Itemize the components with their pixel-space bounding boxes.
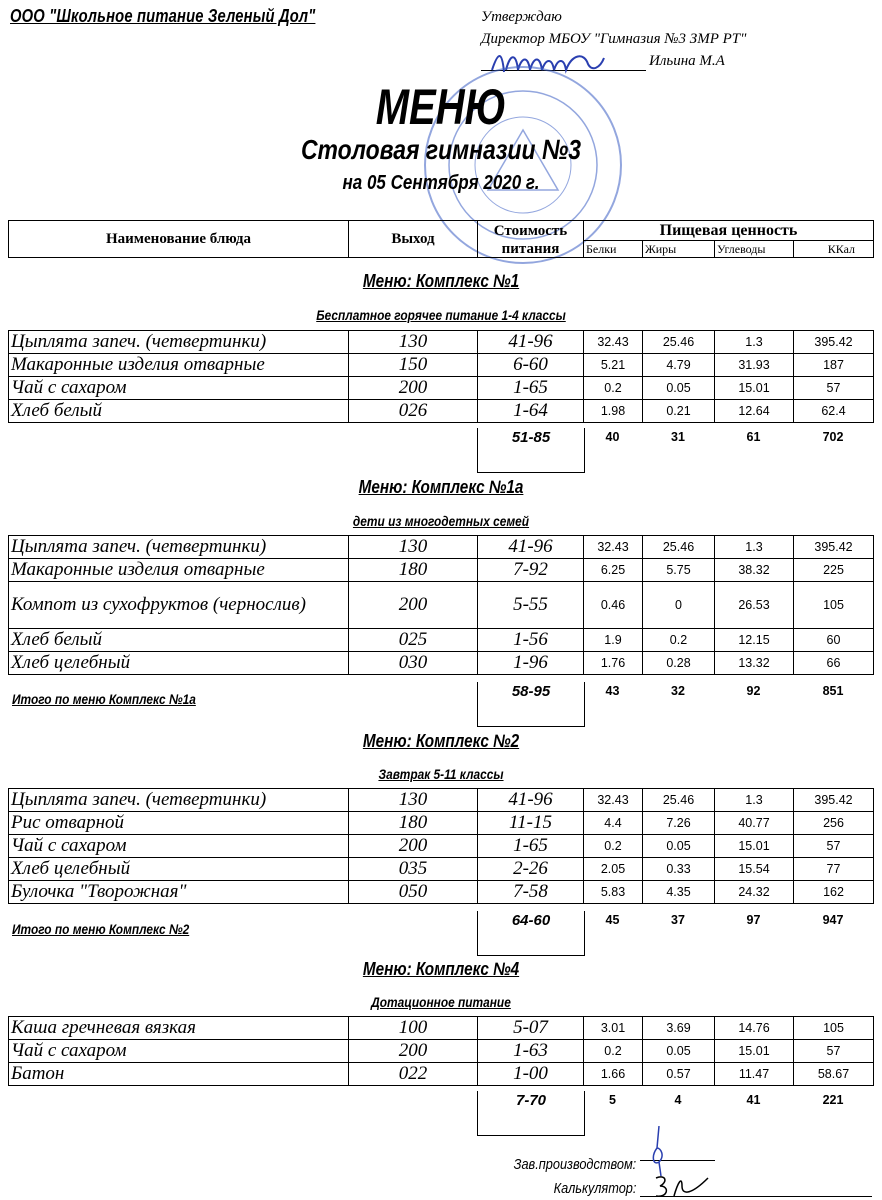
section-3-table <box>8 788 874 904</box>
dish-output: 130 <box>349 536 478 559</box>
dish-kcal: 395.42 <box>794 789 874 812</box>
dish-proteins: 6.25 <box>584 559 643 582</box>
table-row <box>9 858 874 881</box>
dish-name: Рис отварной <box>9 812 349 835</box>
header-nutrition: Пищевая ценность <box>584 221 874 241</box>
dish-kcal: 105 <box>794 582 874 629</box>
dish-output: 200 <box>349 835 478 858</box>
dish-output: 130 <box>349 789 478 812</box>
dish-fats: 3.69 <box>643 1017 715 1040</box>
dish-name: Булочка "Творожная" <box>9 881 349 904</box>
table-row <box>9 881 874 904</box>
dish-kcal: 225 <box>794 559 874 582</box>
dish-cost: 11-15 <box>478 812 584 835</box>
total-fats: 4 <box>674 1093 682 1107</box>
dish-proteins: 4.4 <box>584 812 643 835</box>
table-row <box>9 1040 874 1063</box>
table-row <box>9 536 874 559</box>
dish-carbs: 26.53 <box>715 582 794 629</box>
section-1-total-nutrition <box>583 430 873 444</box>
dish-kcal: 60 <box>794 629 874 652</box>
dish-kcal: 77 <box>794 858 874 881</box>
dish-carbs: 15.01 <box>715 835 794 858</box>
total-proteins: 43 <box>605 684 620 698</box>
dish-kcal: 105 <box>794 1017 874 1040</box>
dish-carbs: 15.01 <box>715 1040 794 1063</box>
dish-proteins: 2.05 <box>584 858 643 881</box>
dish-kcal: 395.42 <box>794 331 874 354</box>
dish-fats: 7.26 <box>643 812 715 835</box>
dish-output: 035 <box>349 858 478 881</box>
header-dish-name: Наименование блюда <box>9 221 349 258</box>
dish-cost: 1-65 <box>478 377 584 400</box>
section-1-title: Меню: Комплекс №1 <box>362 271 520 291</box>
dish-carbs: 15.01 <box>715 377 794 400</box>
dish-cost: 1-64 <box>478 400 584 423</box>
approval-line-1: Утверждаю <box>481 9 562 25</box>
dish-fats: 0.05 <box>643 835 715 858</box>
dish-fats: 0.28 <box>643 652 715 675</box>
dish-output: 022 <box>349 1063 478 1086</box>
dish-fats: 4.35 <box>643 881 715 904</box>
dish-output: 200 <box>349 582 478 629</box>
dish-carbs: 1.3 <box>715 536 794 559</box>
dish-carbs: 40.77 <box>715 812 794 835</box>
dish-name: Компот из сухофруктов (чернослив) <box>9 582 349 629</box>
dish-cost: 1-96 <box>478 652 584 675</box>
dish-cost: 1-00 <box>478 1063 584 1086</box>
dish-proteins: 0.2 <box>584 377 643 400</box>
table-row <box>9 377 874 400</box>
section-4-subtitle: Дотационное питание <box>371 994 511 1010</box>
section-2-total-label: Итого по меню Комплекс №1а <box>12 691 196 707</box>
production-head-signature-icon <box>645 1126 675 1176</box>
dish-name: Чай с сахаром <box>9 377 349 400</box>
header-cost-line1: Стоимость <box>478 221 584 241</box>
total-proteins: 40 <box>605 430 620 444</box>
header-fats: Жиры <box>643 241 715 258</box>
section-3-total-label: Итого по меню Комплекс №2 <box>12 921 190 937</box>
total-proteins: 45 <box>605 913 620 927</box>
dish-proteins: 0.2 <box>584 1040 643 1063</box>
dish-output: 130 <box>349 331 478 354</box>
dish-output: 180 <box>349 812 478 835</box>
total-kcal: 947 <box>822 913 844 927</box>
dish-kcal: 66 <box>794 652 874 675</box>
dish-proteins: 1.98 <box>584 400 643 423</box>
dish-fats: 25.46 <box>643 789 715 812</box>
total-carbs: 61 <box>746 430 761 444</box>
dish-kcal: 62.4 <box>794 400 874 423</box>
table-row <box>9 331 874 354</box>
dish-carbs: 13.32 <box>715 652 794 675</box>
dish-proteins: 5.83 <box>584 881 643 904</box>
header-kcal: ККал <box>794 241 874 258</box>
dish-cost: 7-92 <box>478 559 584 582</box>
dish-fats: 0.33 <box>643 858 715 881</box>
header-proteins: Белки <box>584 241 643 258</box>
table-row <box>9 789 874 812</box>
dish-carbs: 14.76 <box>715 1017 794 1040</box>
total-fats: 37 <box>671 913 685 927</box>
dish-output: 200 <box>349 1040 478 1063</box>
total-fats: 31 <box>671 430 685 444</box>
dish-kcal: 256 <box>794 812 874 835</box>
dish-fats: 4.79 <box>643 354 715 377</box>
total-carbs: 41 <box>746 1093 761 1107</box>
dish-cost: 6-60 <box>478 354 584 377</box>
header-output: Выход <box>349 221 478 258</box>
dish-name: Хлеб белый <box>9 629 349 652</box>
dish-proteins: 3.01 <box>584 1017 643 1040</box>
dish-output: 150 <box>349 354 478 377</box>
total-proteins: 5 <box>609 1093 616 1107</box>
table-row <box>9 1017 874 1040</box>
dish-kcal: 162 <box>794 881 874 904</box>
dish-kcal: 187 <box>794 354 874 377</box>
document-subtitle: Столовая гимназии №3 <box>300 134 582 165</box>
dish-proteins: 1.9 <box>584 629 643 652</box>
section-4-total-cost <box>477 1091 585 1136</box>
section-1-subtitle: Бесплатное горячее питание 1-4 классы <box>316 307 566 323</box>
total-kcal: 851 <box>822 684 844 698</box>
dish-proteins: 32.43 <box>584 331 643 354</box>
dish-name: Цыплята запеч. (четвертинки) <box>9 536 349 559</box>
table-row <box>9 400 874 423</box>
section-2-total-nutrition <box>583 684 873 698</box>
dish-kcal: 57 <box>794 1040 874 1063</box>
table-row <box>9 835 874 858</box>
dish-cost: 5-55 <box>478 582 584 629</box>
dish-kcal: 57 <box>794 377 874 400</box>
production-head-label: Зав.производством: <box>513 1156 636 1173</box>
dish-name: Батон <box>9 1063 349 1086</box>
table-row <box>9 652 874 675</box>
dish-carbs: 11.47 <box>715 1063 794 1086</box>
calculator-label: Калькулятор: <box>553 1180 636 1197</box>
dish-name: Хлеб целебный <box>9 858 349 881</box>
total-cost-value: 58-95 <box>511 683 551 700</box>
section-2-table <box>8 535 874 675</box>
dish-fats: 0.21 <box>643 400 715 423</box>
dish-proteins: 0.46 <box>584 582 643 629</box>
dish-output: 026 <box>349 400 478 423</box>
dish-carbs: 38.32 <box>715 559 794 582</box>
table-row <box>9 629 874 652</box>
total-kcal: 221 <box>822 1093 844 1107</box>
dish-cost: 2-26 <box>478 858 584 881</box>
dish-cost: 5-07 <box>478 1017 584 1040</box>
dish-fats: 0.57 <box>643 1063 715 1086</box>
dish-carbs: 24.32 <box>715 881 794 904</box>
section-4-total-nutrition <box>583 1093 873 1107</box>
dish-cost: 1-65 <box>478 835 584 858</box>
dish-carbs: 12.64 <box>715 400 794 423</box>
section-1-table <box>8 330 874 423</box>
dish-cost: 41-96 <box>478 536 584 559</box>
dish-fats: 25.46 <box>643 536 715 559</box>
dish-name: Цыплята запеч. (четвертинки) <box>9 789 349 812</box>
total-kcal: 702 <box>822 430 844 444</box>
dish-carbs: 15.54 <box>715 858 794 881</box>
total-cost-value: 7-70 <box>515 1092 547 1109</box>
table-row <box>9 812 874 835</box>
dish-cost: 1-56 <box>478 629 584 652</box>
section-3-subtitle: Завтрак 5-11 классы <box>378 766 504 782</box>
dish-kcal: 57 <box>794 835 874 858</box>
dish-output: 180 <box>349 559 478 582</box>
dish-cost: 41-96 <box>478 789 584 812</box>
dish-cost: 1-63 <box>478 1040 584 1063</box>
dish-output: 050 <box>349 881 478 904</box>
section-1-total-cost <box>477 428 585 473</box>
dish-proteins: 1.66 <box>584 1063 643 1086</box>
section-4-table <box>8 1016 874 1086</box>
section-2-subtitle: дети из многодетных семей <box>352 513 530 529</box>
section-2-title: Меню: Комплекс №1а <box>358 477 524 497</box>
dish-output: 025 <box>349 629 478 652</box>
dish-cost: 7-58 <box>478 881 584 904</box>
dish-carbs: 12.15 <box>715 629 794 652</box>
section-3-title: Меню: Комплекс №2 <box>362 731 520 751</box>
dish-output: 100 <box>349 1017 478 1040</box>
approval-signatory: Ильина М.А <box>649 53 725 69</box>
dish-output: 030 <box>349 652 478 675</box>
approval-line-2: Директор МБОУ "Гимназия №3 ЗМР РТ" <box>481 31 747 47</box>
section-2-total-cost <box>477 682 585 727</box>
calculator-signature-icon <box>652 1172 722 1200</box>
organization-name: ООО "Школьное питание Зеленый Дол" <box>10 6 316 26</box>
dish-kcal: 58.67 <box>794 1063 874 1086</box>
dish-output: 200 <box>349 377 478 400</box>
total-fats: 32 <box>671 684 685 698</box>
dish-name: Цыплята запеч. (четвертинки) <box>9 331 349 354</box>
dish-proteins: 0.2 <box>584 835 643 858</box>
dish-name: Чай с сахаром <box>9 1040 349 1063</box>
header-cost-line2: питания <box>478 241 584 258</box>
dish-fats: 0.2 <box>643 629 715 652</box>
dish-name: Макаронные изделия отварные <box>9 354 349 377</box>
section-4-title: Меню: Комплекс №4 <box>362 959 520 979</box>
dish-name: Каша гречневая вязкая <box>9 1017 349 1040</box>
dish-name: Хлеб целебный <box>9 652 349 675</box>
total-carbs: 92 <box>746 684 761 698</box>
table-row <box>9 354 874 377</box>
dish-fats: 0 <box>643 582 715 629</box>
document-title: МЕНЮ <box>375 79 507 135</box>
dish-fats: 25.46 <box>643 331 715 354</box>
total-cost-value: 51-85 <box>511 429 551 446</box>
dish-carbs: 1.3 <box>715 331 794 354</box>
dish-kcal: 395.42 <box>794 536 874 559</box>
dish-proteins: 32.43 <box>584 536 643 559</box>
dish-proteins: 5.21 <box>584 354 643 377</box>
dish-cost: 41-96 <box>478 331 584 354</box>
dish-proteins: 1.76 <box>584 652 643 675</box>
table-row <box>9 559 874 582</box>
dish-name: Чай с сахаром <box>9 835 349 858</box>
section-3-total-cost <box>477 911 585 956</box>
dish-name: Макаронные изделия отварные <box>9 559 349 582</box>
table-row <box>9 1063 874 1086</box>
header-carbs: Углеводы <box>715 241 794 258</box>
dish-carbs: 31.93 <box>715 354 794 377</box>
section-3-total-nutrition <box>583 913 873 927</box>
column-header-table <box>8 220 874 258</box>
dish-fats: 0.05 <box>643 1040 715 1063</box>
total-cost-value: 64-60 <box>511 912 551 929</box>
table-row <box>9 582 874 629</box>
document-date: на 05 Сентября 2020 г. <box>342 172 540 194</box>
dish-fats: 5.75 <box>643 559 715 582</box>
total-carbs: 97 <box>746 913 761 927</box>
dish-name: Хлеб белый <box>9 400 349 423</box>
dish-fats: 0.05 <box>643 377 715 400</box>
dish-proteins: 32.43 <box>584 789 643 812</box>
dish-carbs: 1.3 <box>715 789 794 812</box>
